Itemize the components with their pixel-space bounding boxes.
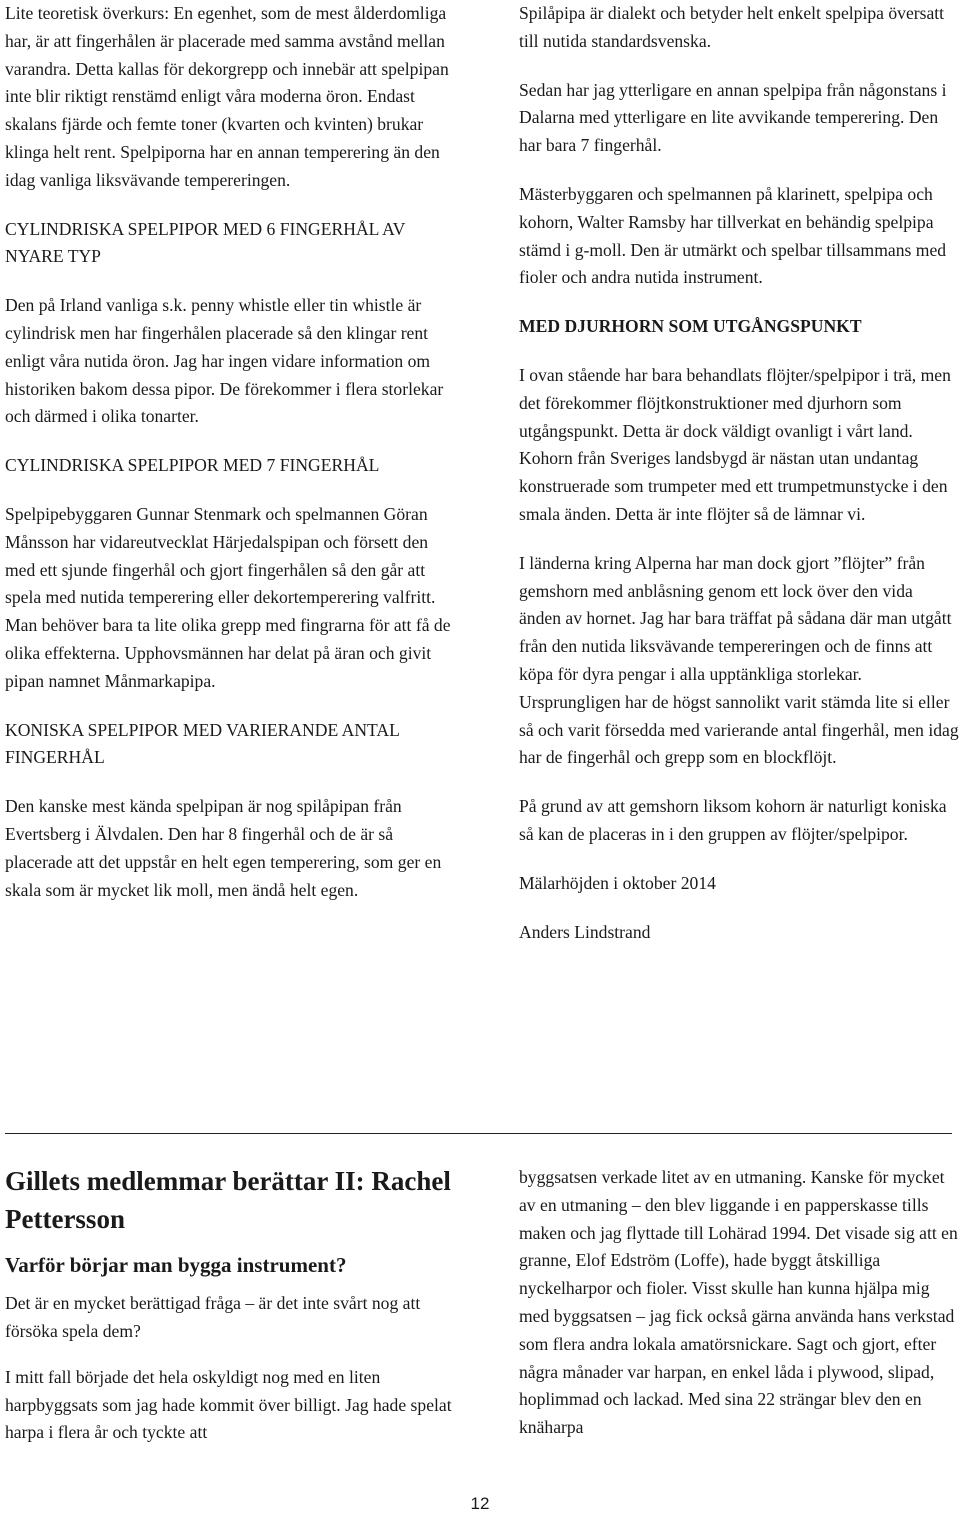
author-signature: Anders Lindstrand [519,921,651,942]
left-column [5,0,455,925]
heading-djurhorn: MED DJURHORN SOM UTGÅNGSPUNKT [519,316,862,337]
article2-paragraph-1: Det är en mycket berättigad fråga – är det inte svårt nog att försöka spela dem? [5,1293,421,1341]
section-divider [5,1133,952,1134]
paragraph-overkurs: Lite teoretisk överkurs: En egenhet, som de mest ålderdomliga har, är att fingerhålen är placerade med samma avstånd mellan varandra. Detta kallas för dekorgrepp och innebär att spelpipan inte blir riktigt renstämd enligt våra moderna öron. Endast skalans fjärde och femte toner (kvarten och kvinten) brukar klinga helt rent. Spelpiporna har en annan temperering än den idag vanliga liksvävande tempereringen. [5,3,449,190]
article2-right-column [519,1164,959,1442]
paragraph-ramsby: Mästerbyggaren och spelmannen på klarinett, spelpipa och kohorn, Walter Ramsby har tillverkat en behändig spelpipa stämd i g-moll. Den är utmärkt och spelbar tillsammans med fioler och andra nutida instrument. [519,183,947,288]
paragraph-manmarkapipa: Spelpipebyggaren Gunnar Stenmark och spelmannen Göran Månsson har vidareutvecklat Härjedalspipan och försett den med ett sjunde fingerhål och gjort fingerhålen så den går att spela med nutida temperering eller dekortemperering valfritt. Man behöver bara ta lite olika grepp med fingrarna för att få de olika effekterna. Upphovsmännen har delat på äran och givit pipan namnet Månmarkapipa. [5,503,451,691]
paragraph-penny-whistle: Den på Irland vanliga s.k. penny whistle eller tin whistle är cylindrisk men har fingerhålen placerade så den klingar rent enligt våra nutida öron. Jag har ingen vidare information om historiken bakom dessa pipor. De förekommer i flera storlekar och därmed i olika tonarter. [5,295,444,427]
heading-koniska: KONISKA SPELPIPOR MED VARIERANDE ANTAL FINGERHÅL [5,719,400,768]
right-column [519,0,959,967]
article2-title: Gillets medlemmar berättar II: Rachel Pettersson [5,1166,451,1234]
paragraph-dalarna: Sedan har jag ytterligare en annan spelpipa från någonstans i Dalarna med ytterligare en lite avvikande temperering. Den har bara 7 fingerhål. [519,79,947,156]
paragraph-spilapipa-dialekt: Spilåpipa är dialekt och betyder helt enkelt spelpipa översatt till nutida standardsvenska. [519,3,945,51]
heading-cylindriska-7: CYLINDRISKA SPELPIPOR MED 7 FINGERHÅL [5,455,380,476]
article2-subtitle: Varför börjar man bygga instrument? [5,1253,347,1277]
paragraph-gemshorn: I länderna kring Alperna har man dock gjort ”flöjter” från gemshorn med anblåsning genom ett lock över den vida änden av hornet. Jag har bara träffat på sådana där man utgått från den nutida liksvävande tempereringen och de finns att köpa för dyra pengar i alla upptänkliga storlekar. Ursprungligen har de högst sannolikt varit stämda lite si eller så och varit försedda med varierande antal fingerhål, men idag har de fingerhål och grepp som en blockflöjt. [519,552,959,768]
place-date: Mälarhöjden i oktober 2014 [519,872,716,893]
page-number: 12 [470,1494,490,1513]
paragraph-kohorn: I ovan stående har bara behandlats flöjter/spelpipor i trä, men det förekommer flöjtkonstruktioner med djurhorn som utgångspunkt. Detta är dock väldigt ovanligt i vårt land. Kohorn från Sveriges landsbygd är nästan utan undantag konstruerade som trumpeter med ett trumpetmunstycke i den smala änden. Detta är inte flöjter så de lämnar vi. [519,364,951,524]
article2-paragraph-2: I mitt fall började det hela oskyldigt nog med en liten harpbyggsats som jag hade kommit över billigt. Jag hade spelat harpa i flera år och tyckte att [5,1367,452,1443]
paragraph-koniska-gemshorn: På grund av att gemshorn liksom kohorn är naturligt koniska så kan de placeras in i den gruppen av flöjter/spelpipor. [519,796,947,844]
article2-paragraph-3: byggsatsen verkade litet av en utmaning. Kanske för mycket av en utmaning – den blev liggande i en papperskasse tills maken och jag flyttade till Lohärad 1994. Det visade sig att en granne, Elof Edström (Loffe), hade byggt åtskilliga nyckelharpor och fioler. Visst skulle han kunna hjälpa mig med byggsatsen – jag fick också gärna använda hans verkstad som flera andra lokala amatörsnickare. Sagt och gjort, efter några månader var harpan, en enkel låda i plywood, slipad, hoplimmad och lackad. Med sina 22 strängar blev den en knäharpa [519,1167,958,1438]
article2-left-column [5,1162,455,1466]
paragraph-spilapipan: Den kanske mest kända spelpipan är nog spilåpipan från Evertsberg i Älvdalen. Den har 8 fingerhål och de är så placerade att det uppstår en helt egen temperering, som ger en skala som är mycket lik moll, men ändå helt egen. [5,796,442,900]
heading-cylindriska-6: CYLINDRISKA SPELPIPOR MED 6 FINGERHÅL AV NYARE TYP [5,218,405,267]
